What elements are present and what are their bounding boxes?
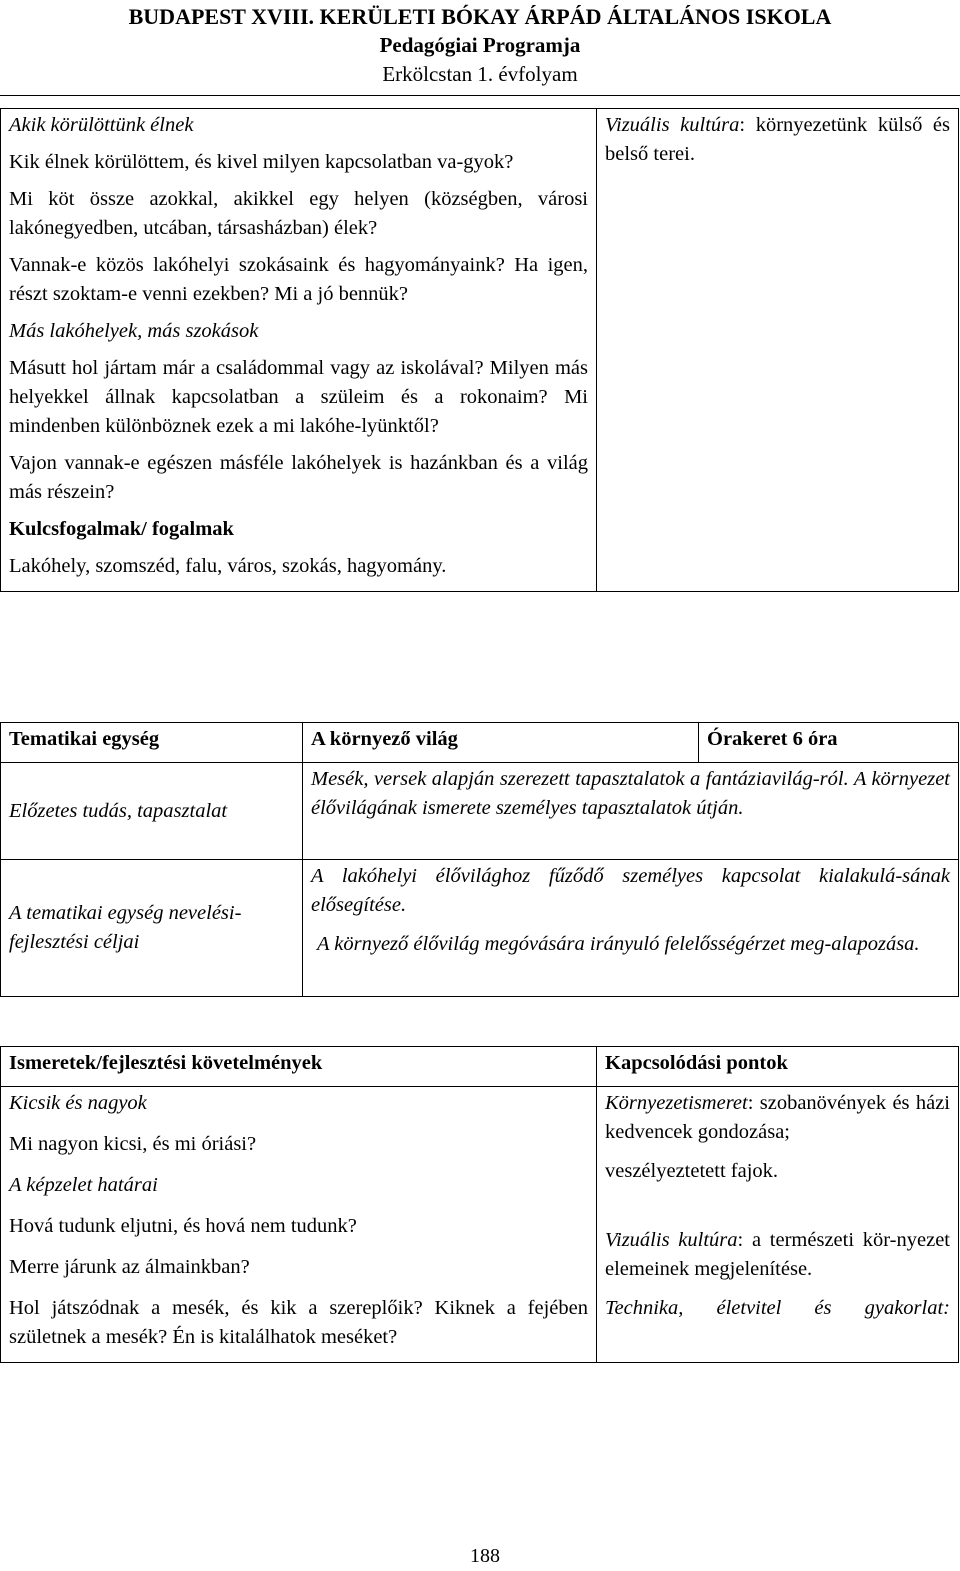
connection-cell (597, 109, 959, 592)
goals-cell (303, 860, 959, 997)
connection-label: Vizuális kultúra (605, 1229, 738, 1251)
content-table-1 (0, 108, 959, 592)
key-concepts-heading: Kulcsfogalmak/ fogalmak (9, 518, 234, 540)
prior-knowledge-label: Előzetes tudás, tapasztalat (1, 763, 303, 860)
prior-knowledge-text: Mesék, versek alapján szerezett tapasztalatok a fantáziavilág-ról. A környezet élővilágának ismerete személyes tapasztalatok útján. (311, 768, 950, 819)
connection-text: : környezetünk külső és belső terei. (605, 114, 951, 165)
connection-label: Környezetismeret (605, 1092, 748, 1114)
question-paragraph: Hová tudunk eljutni, és hová nem tudunk? (9, 1215, 357, 1237)
unit-table (0, 722, 959, 997)
question-paragraph: Mi köt össze azokkal, akikkel egy helyen (községben, városi lakónegyedben, utcában, társasházban) élek? (9, 188, 588, 239)
subject-title: Erkölcstan 1. évfolyam (382, 62, 578, 86)
connections-cell (597, 1087, 959, 1363)
unit-title: A környező világ (303, 723, 699, 763)
topic-heading: A képzelet határai (9, 1174, 158, 1196)
key-concepts-list: Lakóhely, szomszéd, falu, város, szokás, hagyomány. (9, 555, 447, 577)
time-frame: Órakeret 6 óra (699, 723, 959, 763)
goals-label: A tematikai egység nevelési-fejlesztési céljai (1, 860, 303, 997)
connection-label: Vizuális kultúra (605, 114, 740, 136)
header-rule (0, 95, 960, 96)
question-paragraph: Másutt hol jártam már a családommal vagy az iskolával? Milyen más helyekkel állnak kapcsolatban a szüleim és a rokonaim? Mi mindenben különböznek ezek a mi lakóhe-lyünktől? (9, 357, 588, 437)
program-title: Pedagógiai Programja (379, 33, 581, 57)
goals-text: A lakóhelyi élővilághoz fűződő személyes kapcsolat kialakulá-sának elősegítése. (311, 865, 950, 916)
connection-text: veszélyeztetett fajok. (605, 1160, 779, 1182)
question-paragraph: Hol játszódnak a mesék, és kik a szereplőik? Kiknek a fejében születnek a mesék? Én is kitalálhatok meséket? (9, 1297, 588, 1348)
connection-text: : szobanövények és házi kedvencek gondozása; (605, 1092, 950, 1143)
prior-knowledge-cell (303, 763, 959, 860)
topic-heading: Kicsik és nagyok (9, 1092, 147, 1114)
school-name: BUDAPEST XVIII. KERÜLETI BÓKAY ÁRPÁD ÁLTALÁNOS ISKOLA (128, 4, 832, 29)
unit-header-label: Tematikai egység (1, 723, 303, 763)
page-number: 188 (470, 1545, 500, 1567)
requirements-table (0, 1046, 959, 1363)
connection-text: : a természeti kör-nyezet elemeinek megjelenítése. (605, 1229, 951, 1280)
connections-header: Kapcsolódási pontok (597, 1047, 959, 1087)
topic-heading: Akik körülöttünk élnek (9, 114, 194, 136)
question-paragraph: Vajon vannak-e egészen másféle lakóhelyek is hazánkban és a világ más részein? (9, 452, 588, 503)
topic-heading: Más lakóhelyek, más szokások (9, 320, 259, 342)
requirements-cell (1, 1087, 597, 1363)
question-paragraph: Mi nagyon kicsi, és mi óriási? (9, 1133, 257, 1155)
question-paragraph: Vannak-e közös lakóhelyi szokásaink és hagyományaink? Ha igen, részt szoktam-e venni ezekben? Mi a jó bennük? (9, 254, 588, 305)
requirements-header: Ismeretek/fejlesztési követelmények (1, 1047, 597, 1087)
page-header (0, 2, 960, 89)
content-left-cell (1, 109, 597, 592)
connection-label: Technika, életvitel és gyakorlat: (605, 1297, 950, 1319)
question-paragraph: Merre járunk az álmainkban? (9, 1256, 250, 1278)
question-paragraph: Kik élnek körülöttem, és kivel milyen kapcsolatban va-gyok? (9, 151, 514, 173)
goals-text: A környező élővilág megóvására irányuló felelősségérzet meg-alapozása. (317, 933, 920, 955)
